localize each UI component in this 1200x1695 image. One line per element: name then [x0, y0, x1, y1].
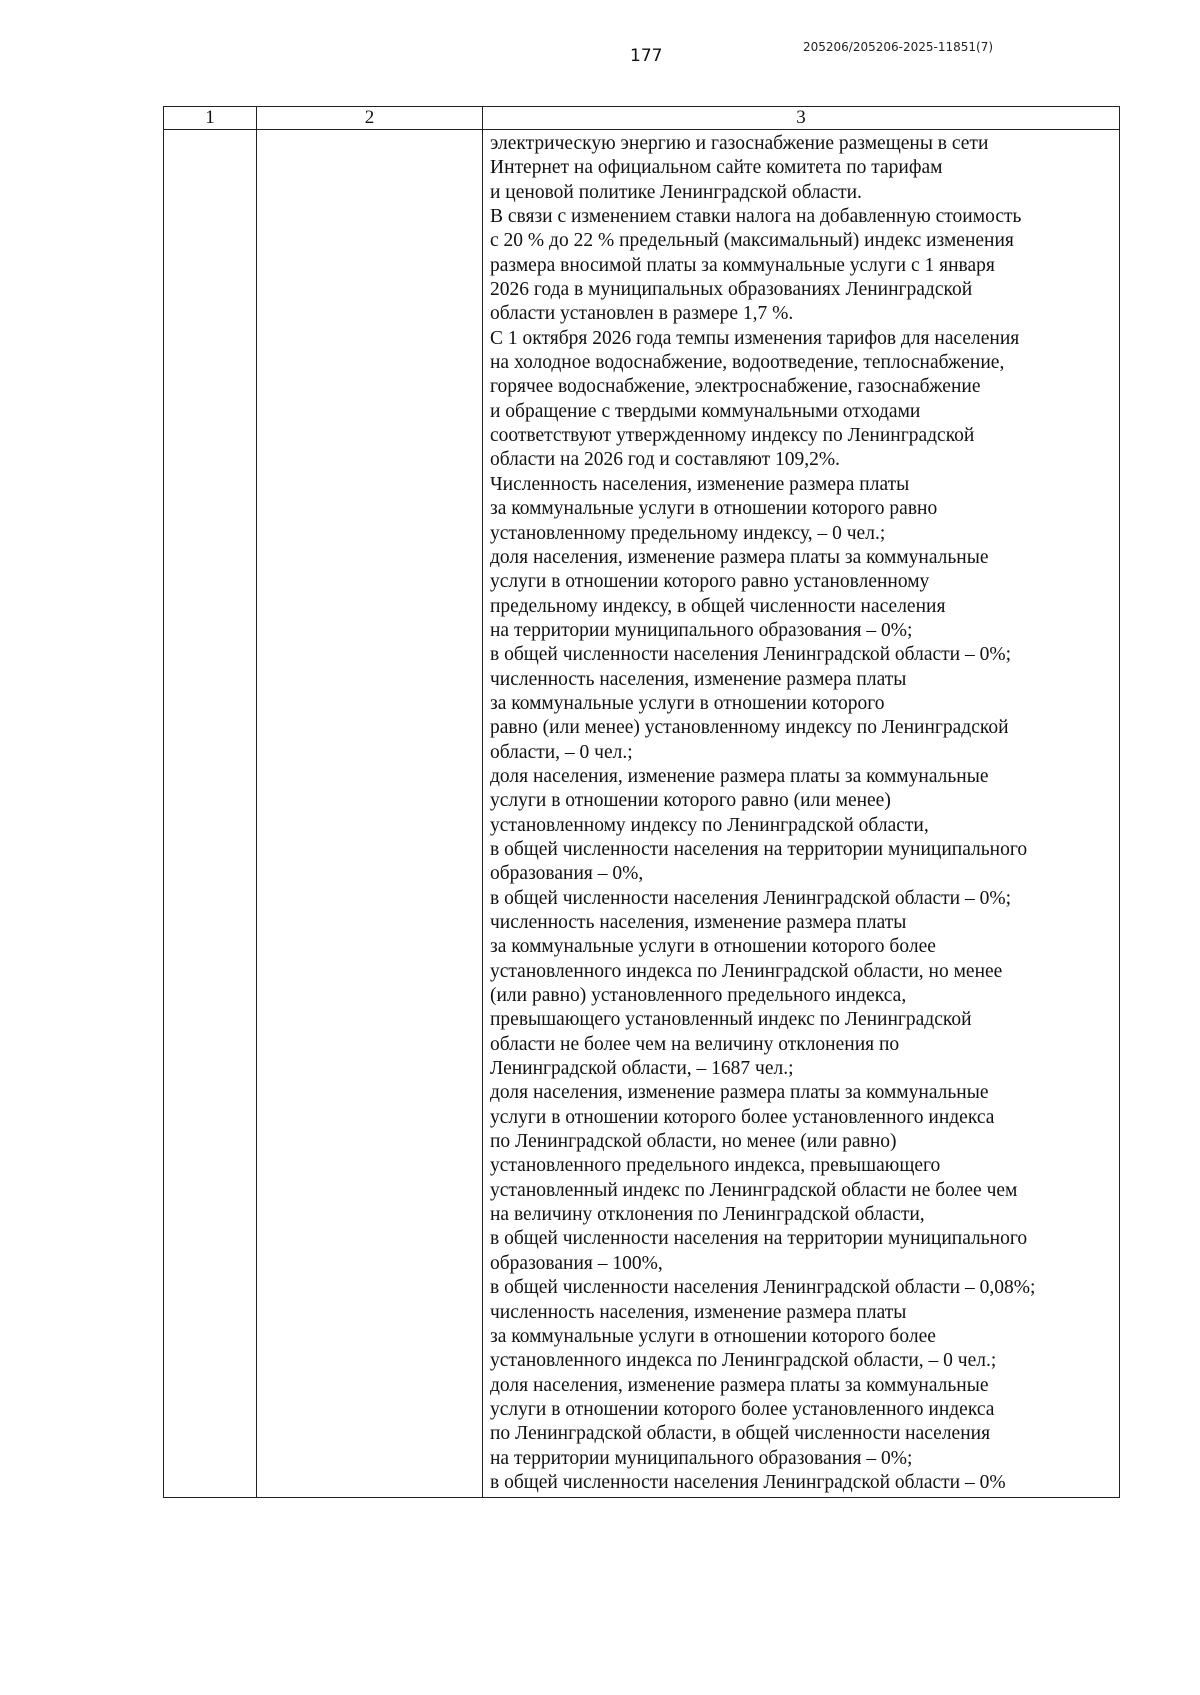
text-line: в общей численности населения Ленинградской области – 0,08%; [490, 1277, 1036, 1299]
text-line: за коммунальные услуги в отношении которого более [490, 936, 936, 958]
text-line: доля населения, изменение размера платы за коммунальные [490, 1374, 989, 1396]
data-table [163, 106, 1120, 1498]
text-line: на холодное водоснабжение, водоотведение, теплоснабжение, [490, 352, 1005, 374]
text-line: установленного индекса по Ленинградской области, – 0 чел.; [490, 1350, 997, 1372]
text-line: по Ленинградской области, в общей численности населения [490, 1423, 991, 1445]
text-line: на величину отклонения по Ленинградской области, [490, 1204, 925, 1226]
column-header-2: 2 [257, 107, 483, 130]
text-line: установленный индекс по Ленинградской области не более чем [490, 1179, 1018, 1201]
text-line: в общей численности населения на территории муниципального [490, 838, 1028, 860]
text-line: соответствуют утвержденному индексу по Ленинградской [490, 425, 975, 447]
text-line: превышающего установленный индекс по Ленинградской [490, 1009, 972, 1031]
table-row [164, 130, 1120, 1498]
text-line: услуги в отношении которого равно установленному [490, 571, 930, 593]
table-header-row [164, 107, 1120, 130]
text-line: на территории муниципального образования – 0%; [490, 1447, 913, 1469]
page-number: 177 [630, 46, 663, 66]
text-line: установленного индекса по Ленинградской области, но менее [490, 960, 1003, 982]
text-line: и ценовой политике Ленинградской области. [490, 181, 862, 203]
text-line: доля населения, изменение размера платы за коммунальные [490, 765, 989, 787]
text-line: в общей численности населения на территории муниципального [490, 1228, 1028, 1250]
column-header-1: 1 [164, 107, 257, 130]
text-line: в общей численности населения Ленинградской области – 0%; [490, 644, 1012, 666]
text-line: за коммунальные услуги в отношении которого более [490, 1325, 936, 1347]
document-id: 205206/205206-2025-11851(7) [803, 40, 994, 54]
text-line: доля населения, изменение размера платы за коммунальные [490, 546, 989, 568]
text-line: 2026 года в муниципальных образованиях Ленинградской [490, 279, 973, 301]
text-line: образования – 0%, [490, 863, 644, 885]
text-line: Ленинградской области, – 1687 чел.; [490, 1058, 794, 1080]
text-line: предельному индексу, в общей численности населения [490, 595, 946, 617]
text-line: установленному индексу по Ленинградской области, [490, 814, 929, 836]
text-line: услуги в отношении которого более установленного индекса [490, 1106, 995, 1128]
text-line: области не более чем на величину отклонения по [490, 1033, 900, 1055]
text-line: численность населения, изменение размера платы [490, 1301, 907, 1323]
text-line: С 1 октября 2026 года темпы изменения тарифов для населения [490, 327, 1020, 349]
text-line: электрическую энергию и газоснабжение размещены в сети [490, 133, 989, 154]
text-line: услуги в отношении которого равно (или менее) [490, 790, 891, 812]
text-line: в общей численности населения Ленинградской области – 0% [490, 1471, 1006, 1493]
text-line: доля населения, изменение размера платы за коммунальные [490, 1082, 989, 1104]
cell-text-block [483, 130, 1119, 1495]
cell-column-1 [164, 130, 257, 1498]
text-line: области, – 0 чел.; [490, 741, 633, 763]
text-line: по Ленинградской области, но менее (или равно) [490, 1131, 897, 1153]
text-line: численность населения, изменение размера платы [490, 912, 907, 933]
text-line: установленного предельного индекса, превышающего [490, 1155, 941, 1177]
cell-column-2 [257, 130, 483, 1498]
text-line: установленному предельному индексу, – 0 чел.; [490, 522, 886, 544]
text-line: области на 2026 год и составляют 109,2%. [490, 449, 841, 471]
text-line: размера вносимой платы за коммунальные услуги с 1 января [490, 254, 995, 276]
text-line: В связи с изменением ставки налога на добавленную стоимость [490, 206, 1022, 228]
text-line: (или равно) установленного предельного индекса, [490, 985, 907, 1007]
text-line: за коммунальные услуги в отношении которого равно [490, 498, 938, 520]
text-line: в общей численности населения Ленинградской области – 0%; [490, 887, 1012, 909]
cell-column-3 [483, 130, 1120, 1498]
text-line: с 20 % до 22 % предельный (максимальный) индекс изменения [490, 230, 1014, 252]
text-line: равно (или менее) установленному индексу по Ленинградской [490, 717, 1009, 739]
text-line: Численность населения, изменение размера платы [490, 473, 910, 495]
text-line: области установлен в размере 1,7 %. [490, 303, 794, 325]
column-header-3: 3 [483, 107, 1120, 130]
text-line: и обращение с твердыми коммунальными отходами [490, 400, 921, 422]
text-line: за коммунальные услуги в отношении которого [490, 692, 885, 714]
text-line: численность населения, изменение размера платы [490, 668, 907, 690]
text-line: услуги в отношении которого более установленного индекса [490, 1398, 995, 1420]
text-line: образования – 100%, [490, 1252, 663, 1274]
text-line: Интернет на официальном сайте комитета по тарифам [490, 157, 943, 179]
text-line: на территории муниципального образования – 0%; [490, 619, 913, 641]
text-line: горячее водоснабжение, электроснабжение, газоснабжение [490, 376, 981, 398]
